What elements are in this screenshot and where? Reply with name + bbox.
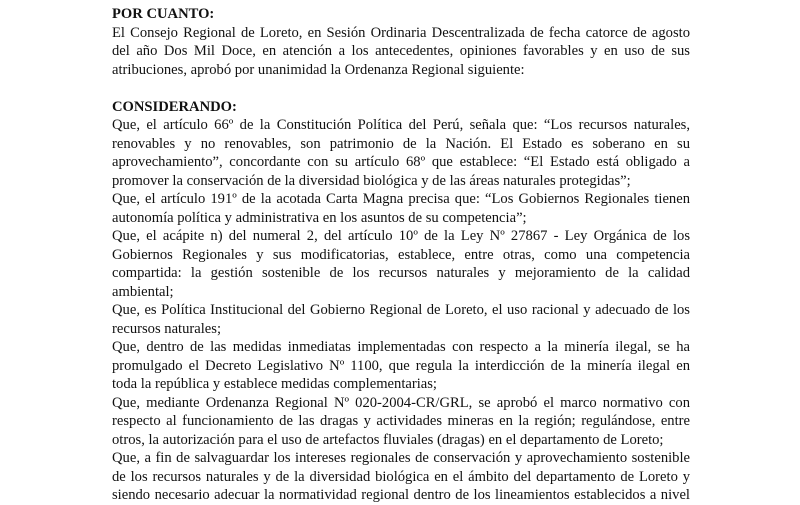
paragraph-considerando-6	[112, 394, 690, 450]
text-line: promulgado el Decreto Legislativo Nº 1100, que regula la interdicción de la minería ilegal en	[112, 357, 690, 374]
paragraph-por-cuanto	[112, 24, 690, 80]
document-page	[112, 5, 690, 505]
paragraph-considerando-2	[112, 190, 690, 227]
text-line: El Consejo Regional de Loreto, en Sesión Ordinaria Descentralizada de fecha catorce de agosto	[112, 24, 690, 41]
text-line: Que, el acápite n) del numeral 2, del artículo 10º de la Ley Nº 27867 - Ley Orgánica de los	[112, 228, 690, 244]
text-line: siendo necesario adecuar la normatividad regional dentro de los lineamientos establecidos a nivel	[112, 487, 690, 503]
text-line: Que, a fin de salvaguardar los intereses regionales de conservación y aprovechamiento sostenible	[112, 450, 690, 466]
text-line: Que, el artículo 191º de la acotada Carta Magna precisa que: “Los Gobiernos Regionales tienen	[112, 191, 690, 207]
paragraph-considerando-3	[112, 227, 690, 301]
text-line: recursos naturales;	[112, 320, 222, 337]
paragraph-considerando-1	[112, 116, 690, 190]
blank-line	[112, 79, 690, 98]
text-line: toda la república y establece medidas complementarias;	[112, 376, 437, 392]
text-line: respecto al funcionamiento de las dragas y actividades mineras en la región; regulándose, entre	[112, 413, 690, 429]
text-line: Que, el artículo 66º de la Constitución Política del Perú, señala que: “Los recursos naturales,	[112, 117, 690, 133]
paragraph-considerando-5	[112, 338, 690, 394]
text-line: otros, la autorización para el uso de artefactos fluviales (dragas) en el departamento de Loreto;	[112, 431, 664, 448]
text-line: promover la conservación de la diversidad biológica y de las áreas naturales protegidas”;	[112, 172, 631, 189]
text-line: de los recursos naturales y de la diversidad biológica en el ámbito del departamento de Loreto y	[112, 468, 690, 485]
text-line: aprovechamiento”, concordante con su artículo 68º que establece: “El Estado está obligado a	[112, 154, 690, 170]
text-line: autonomía política y administrativa en los asuntos de su competencia”;	[112, 209, 527, 226]
text-line: del año Dos Mil Doce, en atención a los antecedentes, opiniones favorables y en uso de sus	[112, 43, 690, 59]
text-line: Que, es Política Institucional del Gobierno Regional de Loreto, el uso racional y adecuado de los	[112, 302, 690, 318]
text-line: compartida: la gestión sostenible de los recursos naturales y mejoramiento de la calidad	[112, 265, 690, 281]
text-line: atribuciones, aprobó por unanimidad la Ordenanza Regional siguiente:	[112, 61, 525, 78]
text-line: Que, dentro de las medidas inmediatas implementadas con respecto a la minería ilegal, se ha	[112, 339, 690, 355]
paragraph-considerando-7	[112, 449, 690, 505]
paragraph-considerando-4	[112, 301, 690, 338]
section-heading-considerando: CONSIDERANDO:	[112, 98, 237, 115]
text-line: ambiental;	[112, 283, 174, 300]
text-line: Gobiernos Regionales y sus modificatorias, establece, entre otras, como una competencia	[112, 246, 690, 263]
text-line: Que, mediante Ordenanza Regional Nº 020-2004-CR/GRL, se aprobó el marco normativo con	[112, 394, 690, 411]
section-heading-por-cuanto: POR CUANTO:	[112, 6, 215, 22]
text-line: renovables y no renovables, son patrimonio de la Nación. El Estado es soberano en su	[112, 135, 690, 152]
